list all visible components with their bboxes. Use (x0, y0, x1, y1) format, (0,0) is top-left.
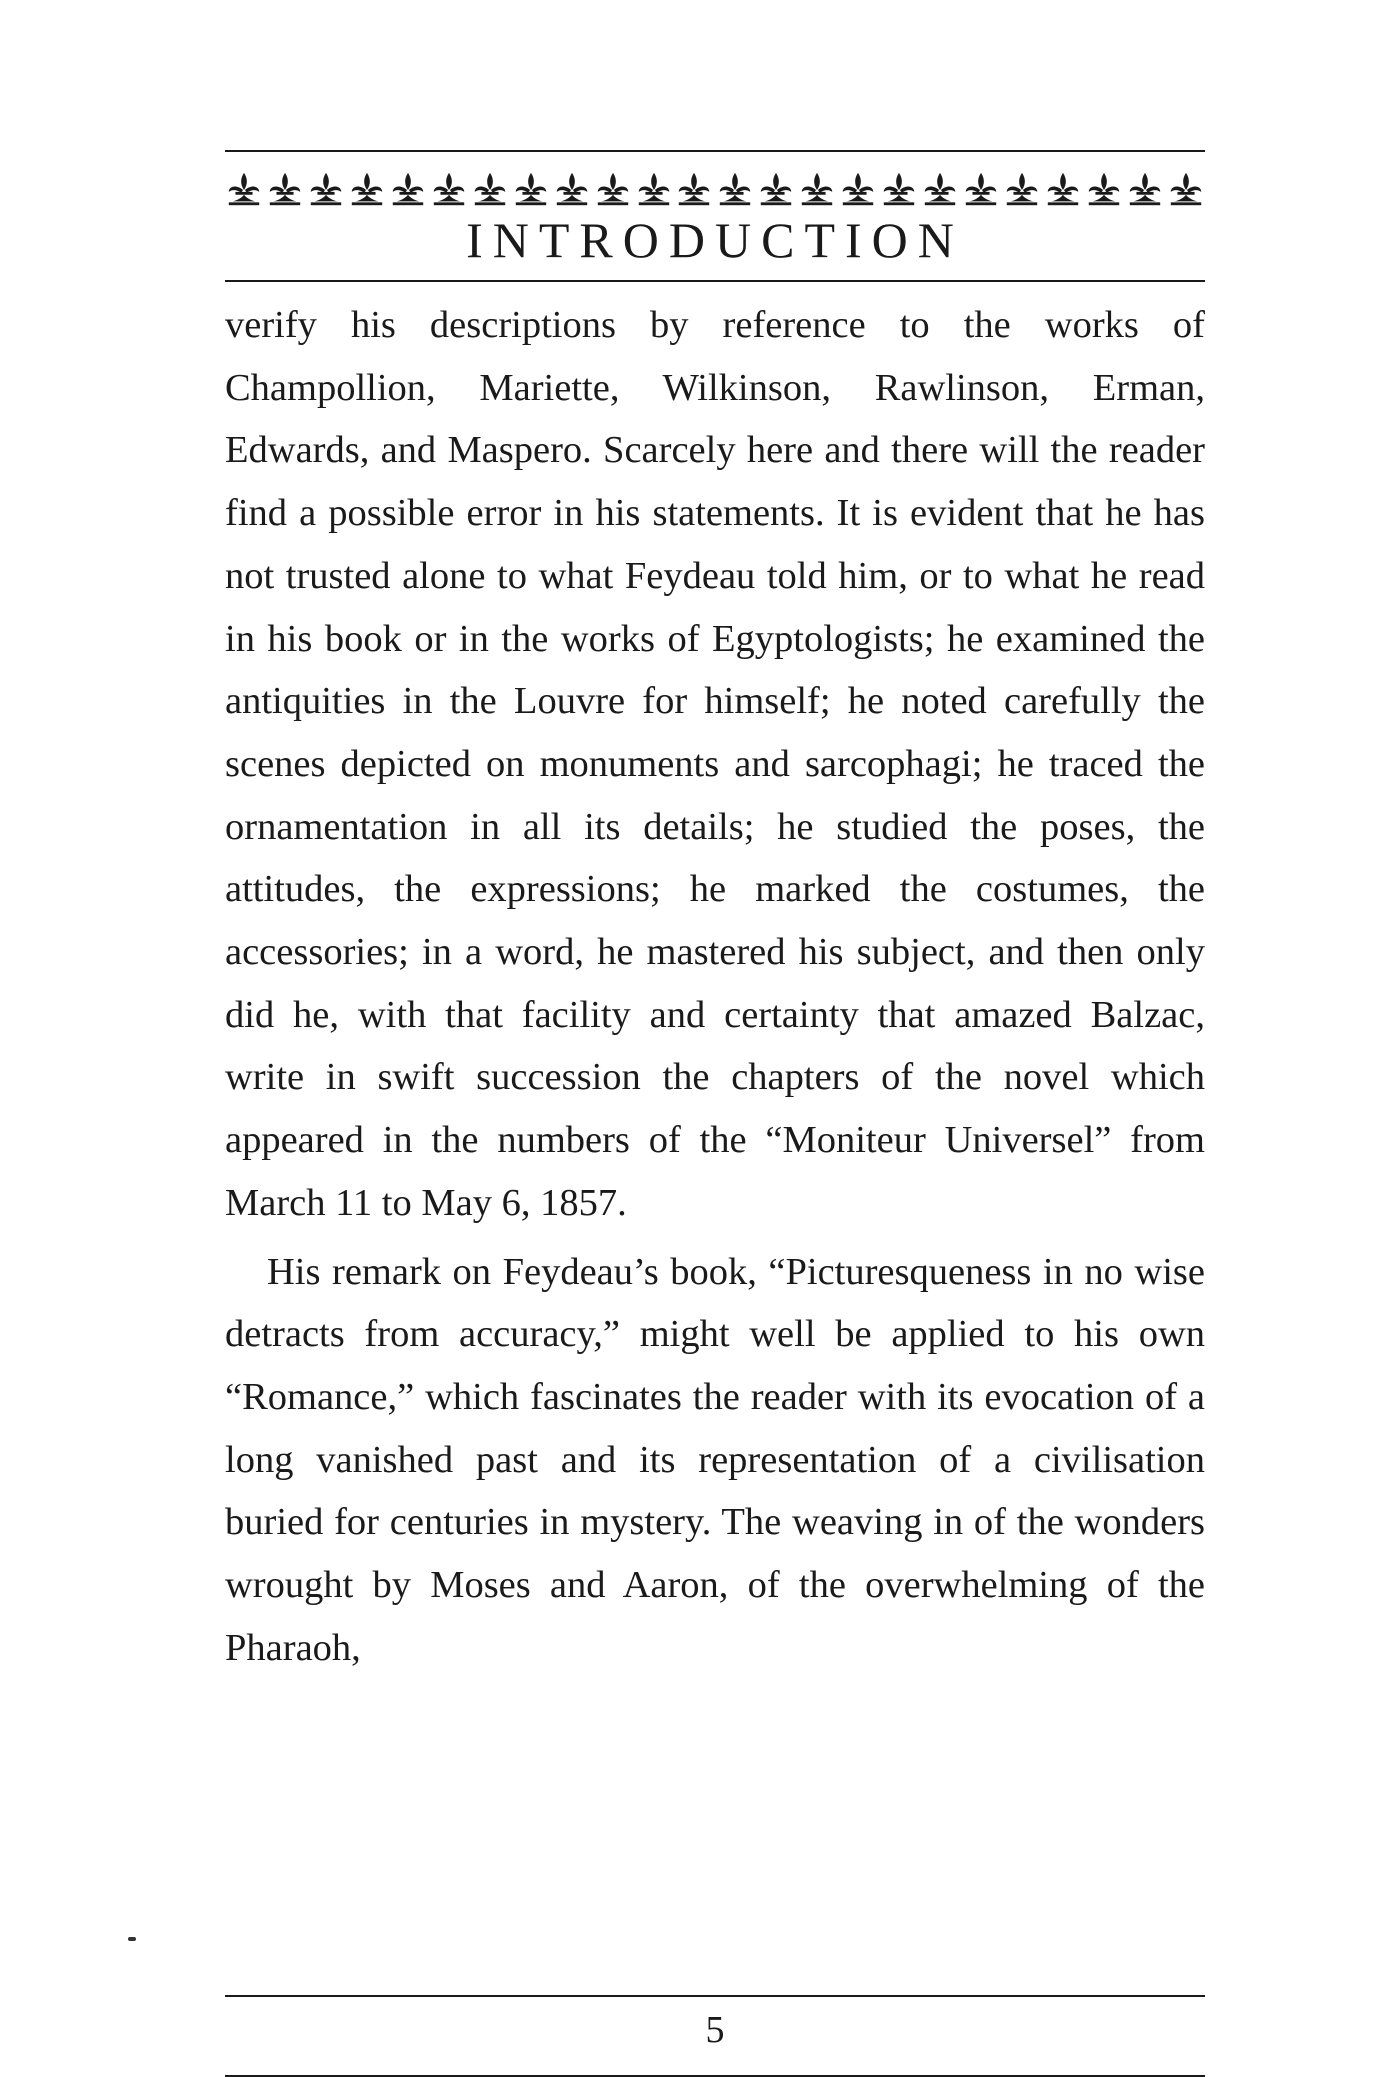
fleur-de-lis-icon (716, 170, 754, 210)
page-number: 5 (705, 2009, 725, 2051)
fleur-de-lis-icon (594, 170, 632, 210)
fleur-de-lis-icon (880, 170, 918, 210)
fleur-de-lis-icon (635, 170, 673, 210)
footer-top-rule (225, 1995, 1205, 1997)
fleur-de-lis-icon (471, 170, 509, 210)
fleur-de-lis-icon (798, 170, 836, 210)
paragraph-2: His remark on Feydeau’s book, “Picturesqueness in no wise detracts from accuracy,” might well be applied to his own “Romance,” which fascinates the reader with its evocation of a long vanished past and its representation of a civilisation buried for centuries in mystery. The weaving in of the wonders wrought by Moses and Aaron, of the overwhelming of the Pharaoh, (225, 1250, 1205, 1669)
fleur-de-lis-icon (348, 170, 386, 210)
fleur-de-lis-icon (1085, 170, 1123, 210)
fleur-de-lis-icon (553, 170, 591, 210)
body-text (225, 294, 1205, 1679)
header-bottom-rule (225, 280, 1205, 282)
fleur-de-lis-icon (1044, 170, 1082, 210)
ornament-border (225, 170, 1205, 210)
fleur-de-lis-icon (962, 170, 1000, 210)
fleur-de-lis-icon (266, 170, 304, 210)
print-speck (128, 1937, 136, 1941)
running-header-title: INTRODUCTION (466, 212, 964, 268)
fleur-de-lis-icon (430, 170, 468, 210)
fleur-de-lis-icon (389, 170, 427, 210)
fleur-de-lis-icon (921, 170, 959, 210)
fleur-de-lis-icon (757, 170, 795, 210)
fleur-de-lis-icon (1126, 170, 1164, 210)
fleur-de-lis-icon (1003, 170, 1041, 210)
fleur-de-lis-icon (225, 170, 263, 210)
fleur-de-lis-icon (307, 170, 345, 210)
paragraph-1: verify his descriptions by reference to the works of Champollion, Mariette, Wilkinson, Rawlinson, Erman, Edwards, and Maspero. Scarcely here and there will the reader find a possible error in his statements. It is evident that he has not trusted alone to what Feydeau told him, or to what he read in his book or in the works of Egyptologists; he examined the antiquities in the Louvre for himself; he noted carefully the scenes depicted on monuments and sarcophagi; he traced the ornamentation in all its details; he studied the poses, the attitudes, the expressions; he marked the costumes, the accessories; in a word, he mastered his subject, and then only did he, with that facility and certainty that amazed Balzac, write in swift succession the chapters of the novel which appeared in the numbers of the “Moniteur Universel” from March 11 to May 6, 1857. (225, 304, 1205, 1224)
fleur-de-lis-icon (839, 170, 877, 210)
fleur-de-lis-icon (512, 170, 550, 210)
header-top-rule (225, 150, 1205, 152)
book-page (225, 150, 1205, 2051)
fleur-de-lis-icon (1167, 170, 1205, 210)
fleur-de-lis-icon (675, 170, 713, 210)
